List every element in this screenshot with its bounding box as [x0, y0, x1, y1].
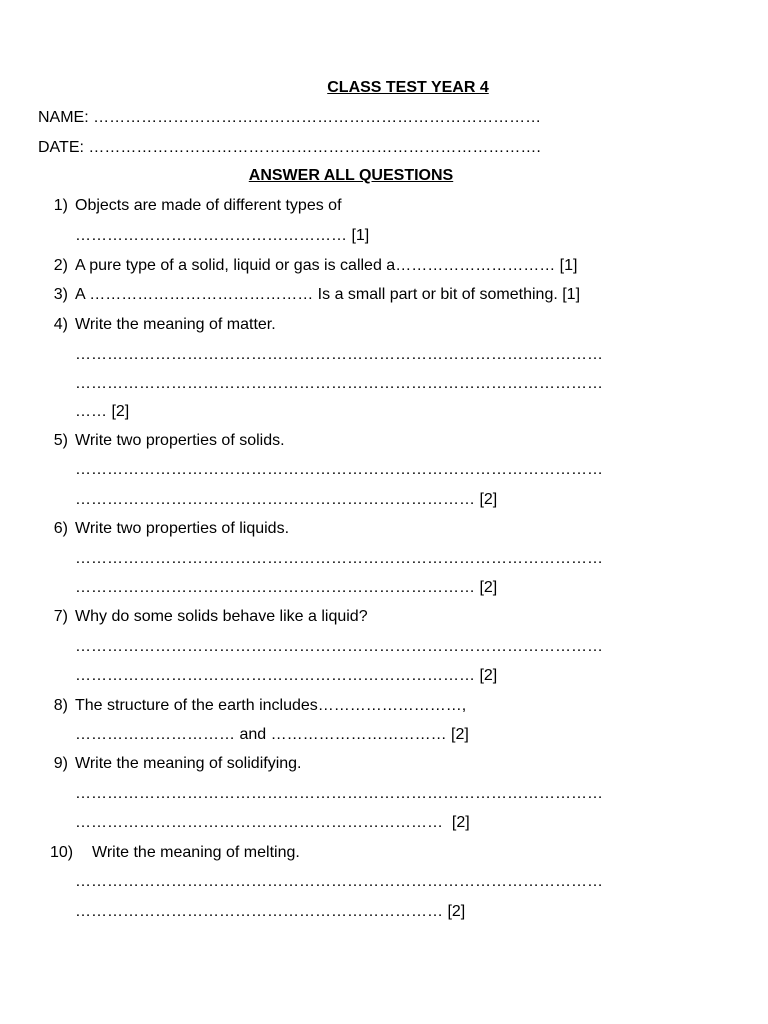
question-number: 4) [53, 316, 68, 333]
answer-line: ……………………………………………………………………………………… [75, 550, 603, 567]
answer-line: ………………………………………………………………… [2] [75, 667, 498, 684]
answer-line: …………………………………………… [1] [75, 227, 370, 244]
page-title: CLASS TEST YEAR 4 [327, 79, 489, 96]
question-number: 5) [53, 432, 68, 449]
question-number: 3) [53, 286, 68, 303]
answer-line: ……………………………………………………………………………………… [75, 375, 603, 392]
question-text: Write the meaning of melting. [92, 844, 300, 861]
answer-line: ……………………………………………………………………………………… [75, 346, 603, 363]
question-number: 9) [53, 755, 68, 772]
question-text: Why do some solids behave like a liquid? [75, 608, 368, 625]
name-line: NAME: ………………………………………………………………………… [38, 109, 542, 126]
answer-line: …… [2] [75, 403, 130, 420]
answer-line: ………………………………………………………………… [2] [75, 491, 498, 508]
question-number: 6) [53, 520, 68, 537]
answer-line: ……………………………………………………………………………………… [75, 785, 603, 802]
question-number: 8) [53, 697, 68, 714]
answer-line: ……………………………………………………………………………………… [75, 873, 603, 890]
answer-line: ………………………………………………………………… [2] [75, 579, 498, 596]
question-number: 2) [53, 257, 68, 274]
question-text: Write two properties of solids. [75, 432, 285, 449]
date-line: DATE: …………………………………………………………………………. [38, 139, 541, 156]
instructions-heading: ANSWER ALL QUESTIONS [248, 167, 454, 184]
answer-line: …………………………………………………………… [2] [75, 814, 470, 831]
answer-line: ……………………………………………………………………………………… [75, 638, 603, 655]
answer-line: ……………………………………………………………………………………… [75, 461, 603, 478]
question-text: Write two properties of liquids. [75, 520, 290, 537]
question-text: Write the meaning of matter. [75, 316, 276, 333]
question-text: Write the meaning of solidifying. [75, 755, 302, 772]
question-text: A …………………………………… Is a small part or bit of something. [1] [75, 286, 581, 303]
question-text: A pure type of a solid, liquid or gas is called a………………………… [1] [75, 257, 578, 274]
question-number: 1) [53, 197, 68, 214]
question-text: Objects are made of different types of [75, 197, 342, 214]
question-text: The structure of the earth includes………………………, [75, 697, 467, 714]
question-number: 7) [53, 608, 68, 625]
answer-line: ………………………… and …………………………… [2] [75, 726, 469, 743]
answer-line: …………………………………………………………… [2] [75, 903, 466, 920]
question-number: 10) [50, 844, 74, 861]
